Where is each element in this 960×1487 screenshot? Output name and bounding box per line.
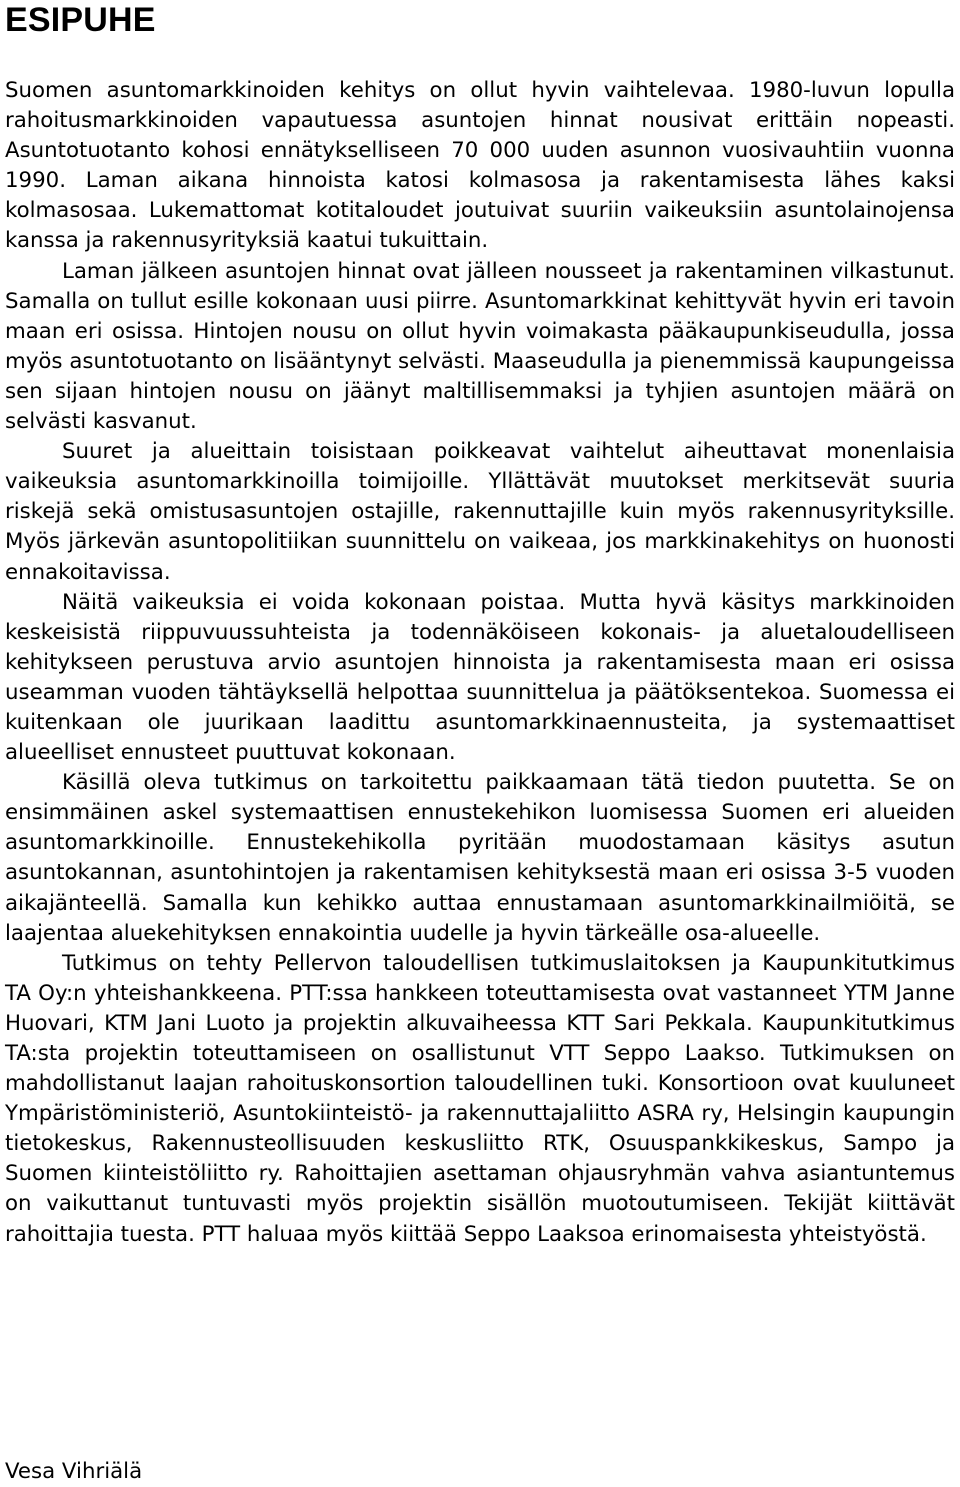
signature: Vesa Vihriälä [5,1459,143,1484]
document-body [5,76,955,1250]
paragraph-4: Näitä vaikeuksia ei voida kokonaan poistaa. Mutta hyvä käsitys markkinoiden keskeisistä riippuvuussuhteista ja todennäköiseen kokonais- ja aluetaloudelliseen kehitykseen perustuva arvio asuntojen hinnoista ja rakentamisesta maan eri osissa useamman vuoden tähtäyksellä helpottaa suunnittelua ja päätöksentekoa. Suomessa ei kuitenkaan ole juurikaan laadittu asuntomarkkinaennusteita, ja systemaattiset alueelliset ennusteet puuttuvat kokonaan. [5,589,955,766]
document-page [5,0,955,1250]
paragraph-3: Suuret ja alueittain toisistaan poikkeavat vaihtelut aiheuttavat monenlaisia vaikeuksia asuntomarkkinoilla toimijoille. Yllättävät muutokset merkitsevät suuria riskejä sekä omistusasuntojen ostajille, rakennuttajille kuin myös rakennusyrityksille. Myös järkevän asuntopolitiikan suunnittelu on vaikeaa, jos markkinakehitys on huonosti ennakoitavissa. [5,439,955,585]
page-title: ESIPUHE [5,1,156,39]
paragraph-2: Laman jälkeen asuntojen hinnat ovat jälleen nousseet ja rakentaminen vilkastunut. Samalla on tullut esille kokonaan uusi piirre. Asuntomarkkinat kehittyvät hyvin eri tavoin maan eri osissa. Hintojen nousu on ollut hyvin voimakasta pääkaupunkiseudulla, jossa myös asuntotuotanto on lisääntynyt selvästi. Maaseudulla ja pienemmissä kaupungeissa sen sijaan hintojen nousu on jäänyt maltillisemmaksi ja tyhjien asuntojen määrä on selvästi kasvanut. [5,258,955,435]
paragraph-6: Tutkimus on tehty Pellervon taloudellisen tutkimuslaitoksen ja Kaupunkitutkimus TA Oy:n yhteishankkeena. PTT:ssa hankkeen toteuttamisesta ovat vastanneet YTM Janne Huovari, KTM Jani Luoto ja projektin alkuvaiheessa KTT Sari Pekkala. Kaupunkitutkimus TA:sta projektin toteuttamiseen on osallistunut VTT Seppo Laakso. Tutkimuksen on mahdollistanut laajan rahoituskonsortion taloudellinen tuki. Konsortioon ovat kuuluneet Ympäristöministeriö, Asuntokiinteistö- ja rakennuttajaliitto ASRA ry, Helsingin kaupungin tietokeskus, Rakennusteollisuuden keskusliitto RTK, Osuuspankkikeskus, Sampo ja Suomen kiinteistöliitto ry. Rahoittajien asettaman ohjausryhmän vahva asiantuntemus on vaikuttanut tuntuvasti myös projektin sisällön muotoutumiseen. Tekijät kiittävät rahoittajia tuesta. PTT haluaa myös kiittää Seppo Laaksoa erinomaisesta yhteistyöstä. [5,950,955,1247]
paragraph-1: Suomen asuntomarkkinoiden kehitys on ollut hyvin vaihtelevaa. 1980-luvun lopulla rahoitusmarkkinoiden vapautuessa asuntojen hinnat nousivat erittäin nopeasti. Asuntotuotanto kohosi ennätykselliseen 70 000 uuden asunnon vuosivauhtiin vuonna 1990. Laman aikana hinnoista katosi kolmasosa ja rakentamisesta lähes kaksi kolmasosaa. Lukemattomat kotitaloudet joutuivat suuriin vaikeuksiin asuntolainojensa kanssa ja rakennusyrityksiä kaatui tukuittain. [5,78,955,254]
paragraph-5: Käsillä oleva tutkimus on tarkoitettu paikkaamaan tätä tiedon puutetta. Se on ensimmäinen askel systemaattisen ennustekehikon luomisessa Suomen eri alueiden asuntomarkkinoille. Ennustekehikolla pyritään muodostamaan käsitys asutun asuntokannan, asuntohintojen ja rakentamisen kehityksestä maan eri osissa 3-5 vuoden aikajänteellä. Samalla kun kehikko auttaa ennustamaan asuntomarkkinailmiöitä, se laajentaa aluekehityksen ennakointia uudelle ja hyvin tärkeälle osa-alueelle. [5,770,955,946]
